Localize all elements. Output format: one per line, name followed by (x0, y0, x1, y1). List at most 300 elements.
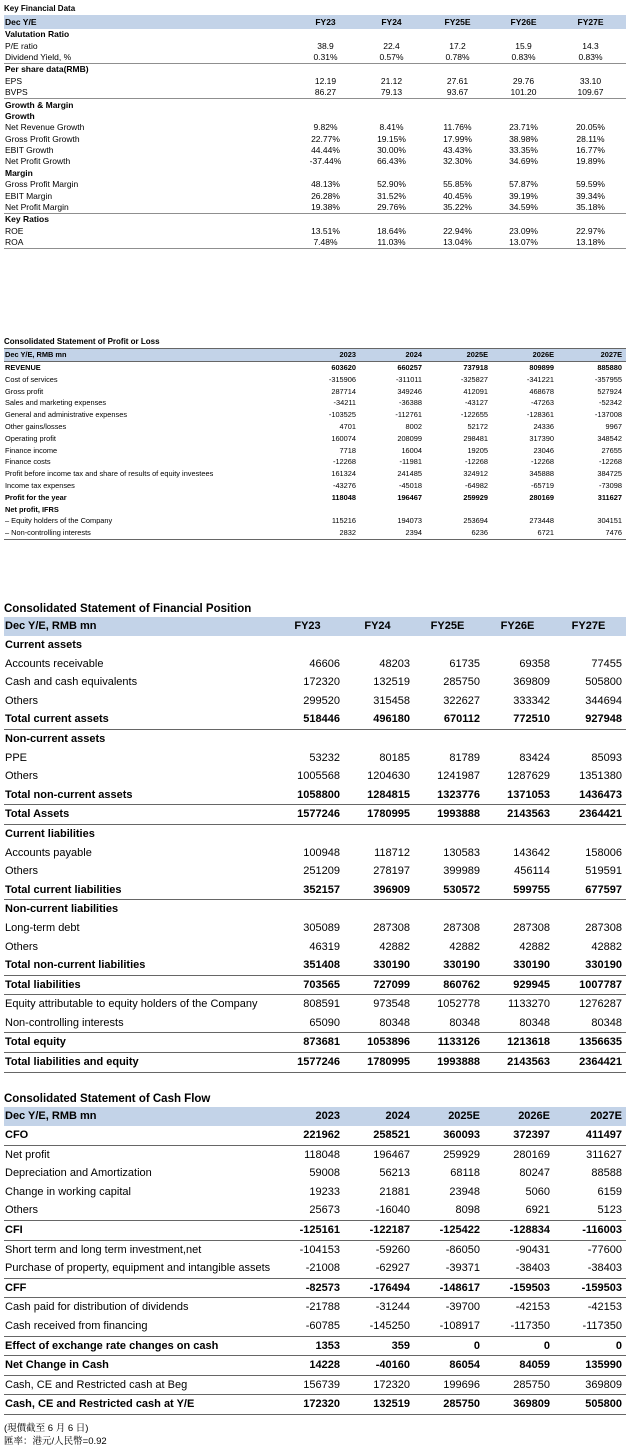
row-value: 118048 (304, 1148, 340, 1161)
row-label: Others (4, 1201, 274, 1220)
table-row (4, 881, 626, 900)
row-value: 6236 (426, 527, 492, 539)
table-row (4, 844, 626, 863)
row-label: Cash, CE and Restricted cash at Beg (4, 1375, 274, 1395)
row-value: 46319 (309, 940, 340, 953)
row-value (360, 64, 426, 76)
row-value: 278197 (373, 865, 410, 878)
profit-loss-section (4, 336, 626, 540)
row-value: 330190 (344, 956, 414, 975)
row-value (344, 729, 414, 748)
row-value: 772510 (484, 710, 554, 729)
row-value: 22.97% (576, 225, 605, 236)
header-year: 2024 (344, 1107, 414, 1126)
row-value: 273448 (529, 516, 554, 526)
table-row (4, 362, 626, 374)
row-value: 259929 (463, 492, 488, 502)
row-value: 28.11% (576, 133, 605, 144)
row-value (492, 504, 558, 516)
row-value: 57.87% (509, 179, 538, 190)
row-value: -43127 (464, 398, 488, 408)
row-value: -21788 (305, 1301, 340, 1314)
row-value: -159503 (554, 1278, 626, 1298)
row-label: Others (5, 865, 39, 878)
row-value: 412091 (463, 386, 488, 396)
table-row (4, 1033, 626, 1053)
row-value: 115216 (331, 516, 356, 526)
row-value: 35.18% (558, 202, 626, 214)
row-value: 59.59% (576, 179, 605, 190)
row-value (294, 504, 360, 516)
row-value: 809899 (529, 363, 554, 372)
row-value: 1356635 (554, 1033, 626, 1053)
row-label: Gross profit (5, 386, 44, 396)
row-value: -42153 (587, 1301, 622, 1314)
row-value: 48.13% (311, 179, 340, 190)
row-value: 135990 (554, 1356, 626, 1376)
row-value: 42882 (591, 940, 622, 953)
row-value: 330190 (414, 956, 484, 975)
row-value (274, 900, 344, 919)
row-value: 22.4 (383, 40, 400, 51)
row-value: 530572 (414, 881, 484, 900)
row-value: 80348 (344, 1014, 414, 1033)
table-row (4, 636, 626, 655)
row-value: 143642 (513, 846, 550, 859)
row-value: 46606 (309, 657, 340, 670)
row-value: 330190 (484, 956, 554, 975)
table-row (4, 99, 626, 111)
table-row (4, 1201, 626, 1220)
row-value: 369809 (513, 676, 550, 689)
row-value: 52.90% (377, 179, 406, 190)
row-value: 1780995 (344, 805, 414, 825)
table-row (4, 767, 626, 786)
row-value: 48203 (379, 657, 410, 670)
key-financial-title: Key Financial Data (4, 4, 76, 13)
table-row (4, 1220, 626, 1240)
row-value: 65090 (274, 1014, 344, 1033)
row-value (274, 824, 344, 843)
table-row (4, 710, 626, 729)
table-row (4, 214, 626, 226)
row-value: 1005568 (297, 770, 340, 783)
row-label: Depreciation and Amortization (5, 1167, 152, 1180)
row-value: 1284815 (344, 786, 414, 805)
row-label: Change in working capital (5, 1185, 131, 1198)
table-row (4, 421, 626, 433)
row-value: -38403 (554, 1259, 626, 1278)
header-year: FY23 (274, 617, 344, 636)
row-value: 1052778 (437, 998, 480, 1011)
row-value: -73098 (598, 480, 622, 490)
header-year: FY25E (426, 15, 492, 29)
row-value: 17.2 (449, 40, 466, 51)
row-label: Net Profit Growth (5, 156, 71, 167)
header-year: FY23 (294, 15, 360, 29)
row-label: Cash, CE and Restricted cash at Y/E (4, 1395, 274, 1415)
row-label: Profit before income tax and share of results of equity investees (5, 469, 214, 479)
row-value: 603620 (331, 363, 356, 372)
row-value: 132519 (373, 676, 410, 689)
row-value: 21881 (379, 1185, 410, 1198)
row-value: 79.13 (360, 87, 426, 99)
row-label: Effect of exchange rate changes on cash (4, 1336, 274, 1356)
table-row (4, 445, 626, 457)
row-value: 1351380 (579, 770, 622, 783)
row-label: ROE (5, 225, 24, 236)
row-value: -77600 (587, 1243, 622, 1256)
table-row (4, 76, 626, 87)
row-value: 33.10 (579, 75, 602, 86)
row-value: -12268 (598, 457, 622, 467)
row-value: 287308 (443, 921, 480, 934)
table-row (4, 386, 626, 398)
row-value: 1007787 (554, 975, 626, 995)
table-row (4, 1183, 626, 1202)
row-value: 505800 (585, 676, 622, 689)
row-label: Net Revenue Growth (5, 122, 85, 133)
row-value: 118712 (374, 846, 410, 859)
row-value: 19205 (467, 445, 488, 455)
row-value: 1993888 (414, 1053, 484, 1073)
row-value: 194073 (397, 516, 422, 526)
row-label: ROA (4, 237, 294, 249)
row-value: 26.28% (311, 190, 340, 201)
table-row (4, 1317, 626, 1336)
row-value: 19233 (309, 1185, 340, 1198)
row-value: 132519 (344, 1395, 414, 1415)
row-value: -16040 (344, 1201, 414, 1220)
row-value: 19.89% (576, 156, 605, 167)
row-label: Key Ratios (5, 214, 49, 225)
row-value (294, 168, 360, 179)
row-value (426, 99, 492, 111)
row-value: 27.61 (446, 75, 469, 86)
row-value: 14228 (274, 1356, 344, 1376)
row-value: 5060 (525, 1185, 550, 1198)
row-value: -47263 (530, 398, 554, 408)
row-value: 352157 (274, 881, 344, 900)
row-value: 59008 (309, 1167, 340, 1180)
row-value: 399989 (443, 865, 480, 878)
row-value (294, 99, 360, 111)
row-value: 369809 (484, 1395, 554, 1415)
row-value: 287308 (373, 921, 410, 934)
table-row (4, 29, 626, 40)
table-row (4, 492, 626, 504)
row-value: 315458 (373, 694, 410, 707)
row-value: -325827 (460, 374, 488, 384)
row-value: -125422 (414, 1220, 484, 1240)
row-value: 885880 (597, 363, 622, 372)
row-label: Growth (5, 110, 35, 121)
row-value: 5123 (554, 1201, 626, 1220)
row-label: BVPS (4, 87, 294, 99)
table-row (4, 52, 626, 64)
row-value: 77455 (591, 657, 622, 670)
row-value: 599755 (484, 881, 554, 900)
row-label: Cash and cash equivalents (5, 676, 138, 689)
table-row (4, 145, 626, 156)
row-value: 35.22% (426, 202, 492, 214)
table-header-row (4, 15, 626, 29)
row-value: 1053896 (344, 1033, 414, 1053)
row-value: 68118 (450, 1167, 480, 1180)
row-value (492, 168, 558, 179)
row-label: Total current assets (4, 710, 274, 729)
row-value: 1780995 (344, 1053, 414, 1073)
table-row (4, 226, 626, 237)
row-value: 19.38% (294, 202, 360, 214)
table-row (4, 1164, 626, 1183)
row-value: 349246 (397, 386, 422, 396)
row-label: Long-term debt (5, 921, 80, 934)
row-value: -37.44% (309, 156, 342, 167)
row-value (426, 504, 492, 516)
row-value: -62927 (344, 1259, 414, 1278)
row-value: 285750 (414, 1395, 484, 1415)
row-value (360, 111, 426, 122)
row-value (426, 64, 492, 76)
table-row (4, 1053, 626, 1073)
row-value: 88588 (591, 1167, 622, 1180)
profit-loss-title: Consolidated Statement of Profit or Loss (4, 337, 160, 346)
row-value (492, 29, 558, 40)
row-value: -176494 (344, 1278, 414, 1298)
header-label: Dec Y/E, RMB mn (4, 617, 274, 636)
row-label: Operating profit (5, 433, 56, 443)
row-value: 160074 (331, 433, 356, 443)
row-value: 19.15% (377, 133, 406, 144)
table-row (4, 515, 626, 527)
row-value: 6721 (492, 527, 558, 539)
row-value: 1993888 (414, 805, 484, 825)
row-value (554, 729, 626, 748)
row-value: 808591 (303, 998, 340, 1011)
table-row (4, 456, 626, 468)
row-value: 369809 (554, 1375, 626, 1395)
row-value: 351408 (274, 956, 344, 975)
row-value: 22.77% (311, 133, 340, 144)
row-value: 384725 (597, 469, 622, 479)
row-value: 109.67 (558, 87, 626, 99)
row-label: Finance costs (5, 457, 51, 467)
row-label: Purchase of property, equipment and intangible assets (4, 1259, 274, 1278)
row-value (554, 900, 626, 919)
cash-flow-title: Consolidated Statement of Cash Flow (4, 1093, 211, 1105)
row-value: 13.18% (558, 237, 626, 249)
row-value (558, 111, 626, 122)
row-value (484, 824, 554, 843)
table-header-row (4, 617, 626, 636)
table-row (4, 168, 626, 179)
row-label: CFI (4, 1220, 274, 1240)
row-value: 519591 (585, 865, 622, 878)
row-value: -52342 (598, 398, 622, 408)
row-value (484, 636, 554, 655)
row-value: -122655 (460, 410, 488, 420)
row-value (360, 99, 426, 111)
row-label: Accounts receivable (5, 657, 104, 670)
row-value: 311627 (597, 492, 622, 502)
row-label: Income tax expenses (5, 480, 75, 490)
table-row (4, 692, 626, 711)
row-value (344, 636, 414, 655)
row-value: 4701 (339, 421, 356, 431)
header-year: FY26E (484, 617, 554, 636)
row-value: 80185 (379, 751, 410, 764)
row-label: Total liabilities (4, 975, 274, 995)
row-value: 8.41% (379, 122, 404, 133)
row-value: 83424 (519, 751, 550, 764)
row-value: -103525 (328, 410, 356, 420)
table-row (4, 134, 626, 145)
fx-rate-note: 匯率：港元/人民幣=0.92 (4, 1436, 107, 1447)
table-row (4, 64, 626, 76)
header-year: FY24 (360, 15, 426, 29)
row-value: -12268 (464, 457, 488, 467)
row-value: 56213 (379, 1167, 410, 1180)
row-value: -108917 (414, 1317, 484, 1336)
row-value: 172320 (274, 1395, 344, 1415)
row-value: -21008 (274, 1259, 344, 1278)
row-value: 873681 (274, 1033, 344, 1053)
row-value: 1436473 (554, 786, 626, 805)
row-value: 199696 (414, 1375, 484, 1395)
row-value (360, 504, 426, 516)
row-value (558, 504, 626, 516)
row-value: 6921 (484, 1201, 554, 1220)
row-label: Gross Profit Margin (5, 179, 79, 190)
row-value: 34.59% (492, 202, 558, 214)
row-value: 52172 (467, 421, 488, 431)
row-value: 13.51% (311, 225, 340, 236)
row-value: 677597 (554, 881, 626, 900)
table-row (4, 1145, 626, 1164)
row-value: -40160 (344, 1356, 414, 1376)
row-value (426, 168, 492, 179)
row-value: 8002 (405, 421, 422, 431)
row-value (484, 729, 554, 748)
row-value: -34211 (333, 398, 356, 408)
row-value: 23948 (449, 1185, 480, 1198)
row-value (344, 900, 414, 919)
row-value: 25673 (274, 1201, 344, 1220)
row-value: 2364421 (554, 805, 626, 825)
row-value (492, 99, 558, 111)
row-value: 53232 (309, 751, 340, 764)
header-year: 2025E (426, 349, 492, 362)
row-value: 287308 (585, 921, 622, 934)
row-value: -341221 (526, 374, 554, 384)
row-value: 2832 (294, 527, 360, 539)
footnotes (4, 1422, 626, 1448)
header-year: 2026E (492, 349, 558, 362)
row-value: 305089 (303, 921, 340, 934)
row-value: 2394 (360, 527, 426, 539)
row-label: Profit for the year (5, 492, 67, 502)
row-value: 9.82% (313, 122, 338, 133)
row-value (274, 636, 344, 655)
row-value: 23046 (533, 445, 554, 455)
row-value: 1133270 (507, 998, 550, 1011)
row-value (492, 111, 558, 122)
row-value (414, 900, 484, 919)
row-label: Valutation Ratio (5, 29, 70, 40)
row-value: 1213618 (484, 1033, 554, 1053)
header-year: 2023 (294, 349, 360, 362)
row-value: 1276287 (579, 998, 622, 1011)
table-row (4, 956, 626, 975)
table-row (4, 480, 626, 492)
table-row (4, 824, 626, 843)
table-row (4, 729, 626, 748)
row-value: 330190 (554, 956, 626, 975)
header-label: Dec Y/E, RMB mn (4, 1107, 274, 1126)
row-value: 42882 (519, 940, 550, 953)
key-financial-section (4, 3, 626, 249)
row-value: 304151 (597, 516, 622, 526)
header-year: FY25E (414, 617, 484, 636)
row-value: -39700 (445, 1301, 480, 1314)
row-value (274, 729, 344, 748)
row-value: 2143563 (484, 805, 554, 825)
row-value: 0 (554, 1336, 626, 1356)
table-row (4, 1259, 626, 1278)
row-value: 8098 (414, 1201, 484, 1220)
row-value: 20.05% (576, 122, 605, 133)
row-value: 15.9 (515, 40, 532, 51)
row-value (558, 64, 626, 76)
row-value: 1204630 (367, 770, 410, 783)
row-value: -128361 (526, 410, 554, 420)
header-year: 2024 (360, 349, 426, 362)
row-value: 0 (414, 1336, 484, 1356)
row-label: Total non-current assets (4, 786, 274, 805)
table-row (4, 190, 626, 201)
row-value: -117350 (554, 1317, 626, 1336)
row-label: Growth & Margin (5, 99, 74, 110)
table-row (4, 397, 626, 409)
row-value: 496180 (344, 710, 414, 729)
table-row (4, 805, 626, 825)
row-value: 333342 (513, 694, 550, 707)
header-year: 2027E (558, 349, 626, 362)
table-row (4, 156, 626, 167)
row-label: Cash received from financing (4, 1317, 274, 1336)
table-row (4, 1395, 626, 1415)
table-row (4, 786, 626, 805)
row-value: 86054 (414, 1356, 484, 1376)
table-row (4, 995, 626, 1014)
table-row (4, 179, 626, 190)
row-value: 973548 (373, 998, 410, 1011)
row-value: 660257 (397, 363, 422, 372)
row-value (554, 824, 626, 843)
row-value: 285750 (443, 676, 480, 689)
table-row (4, 374, 626, 386)
row-value: 241485 (397, 469, 422, 479)
row-value: 299520 (303, 694, 340, 707)
row-label: Current assets (5, 639, 83, 651)
row-label: Gross Profit Growth (5, 133, 80, 144)
row-value (294, 64, 360, 76)
table-row (4, 468, 626, 480)
row-value: 1058800 (274, 786, 344, 805)
table-row (4, 504, 626, 516)
table-row (4, 1014, 626, 1033)
